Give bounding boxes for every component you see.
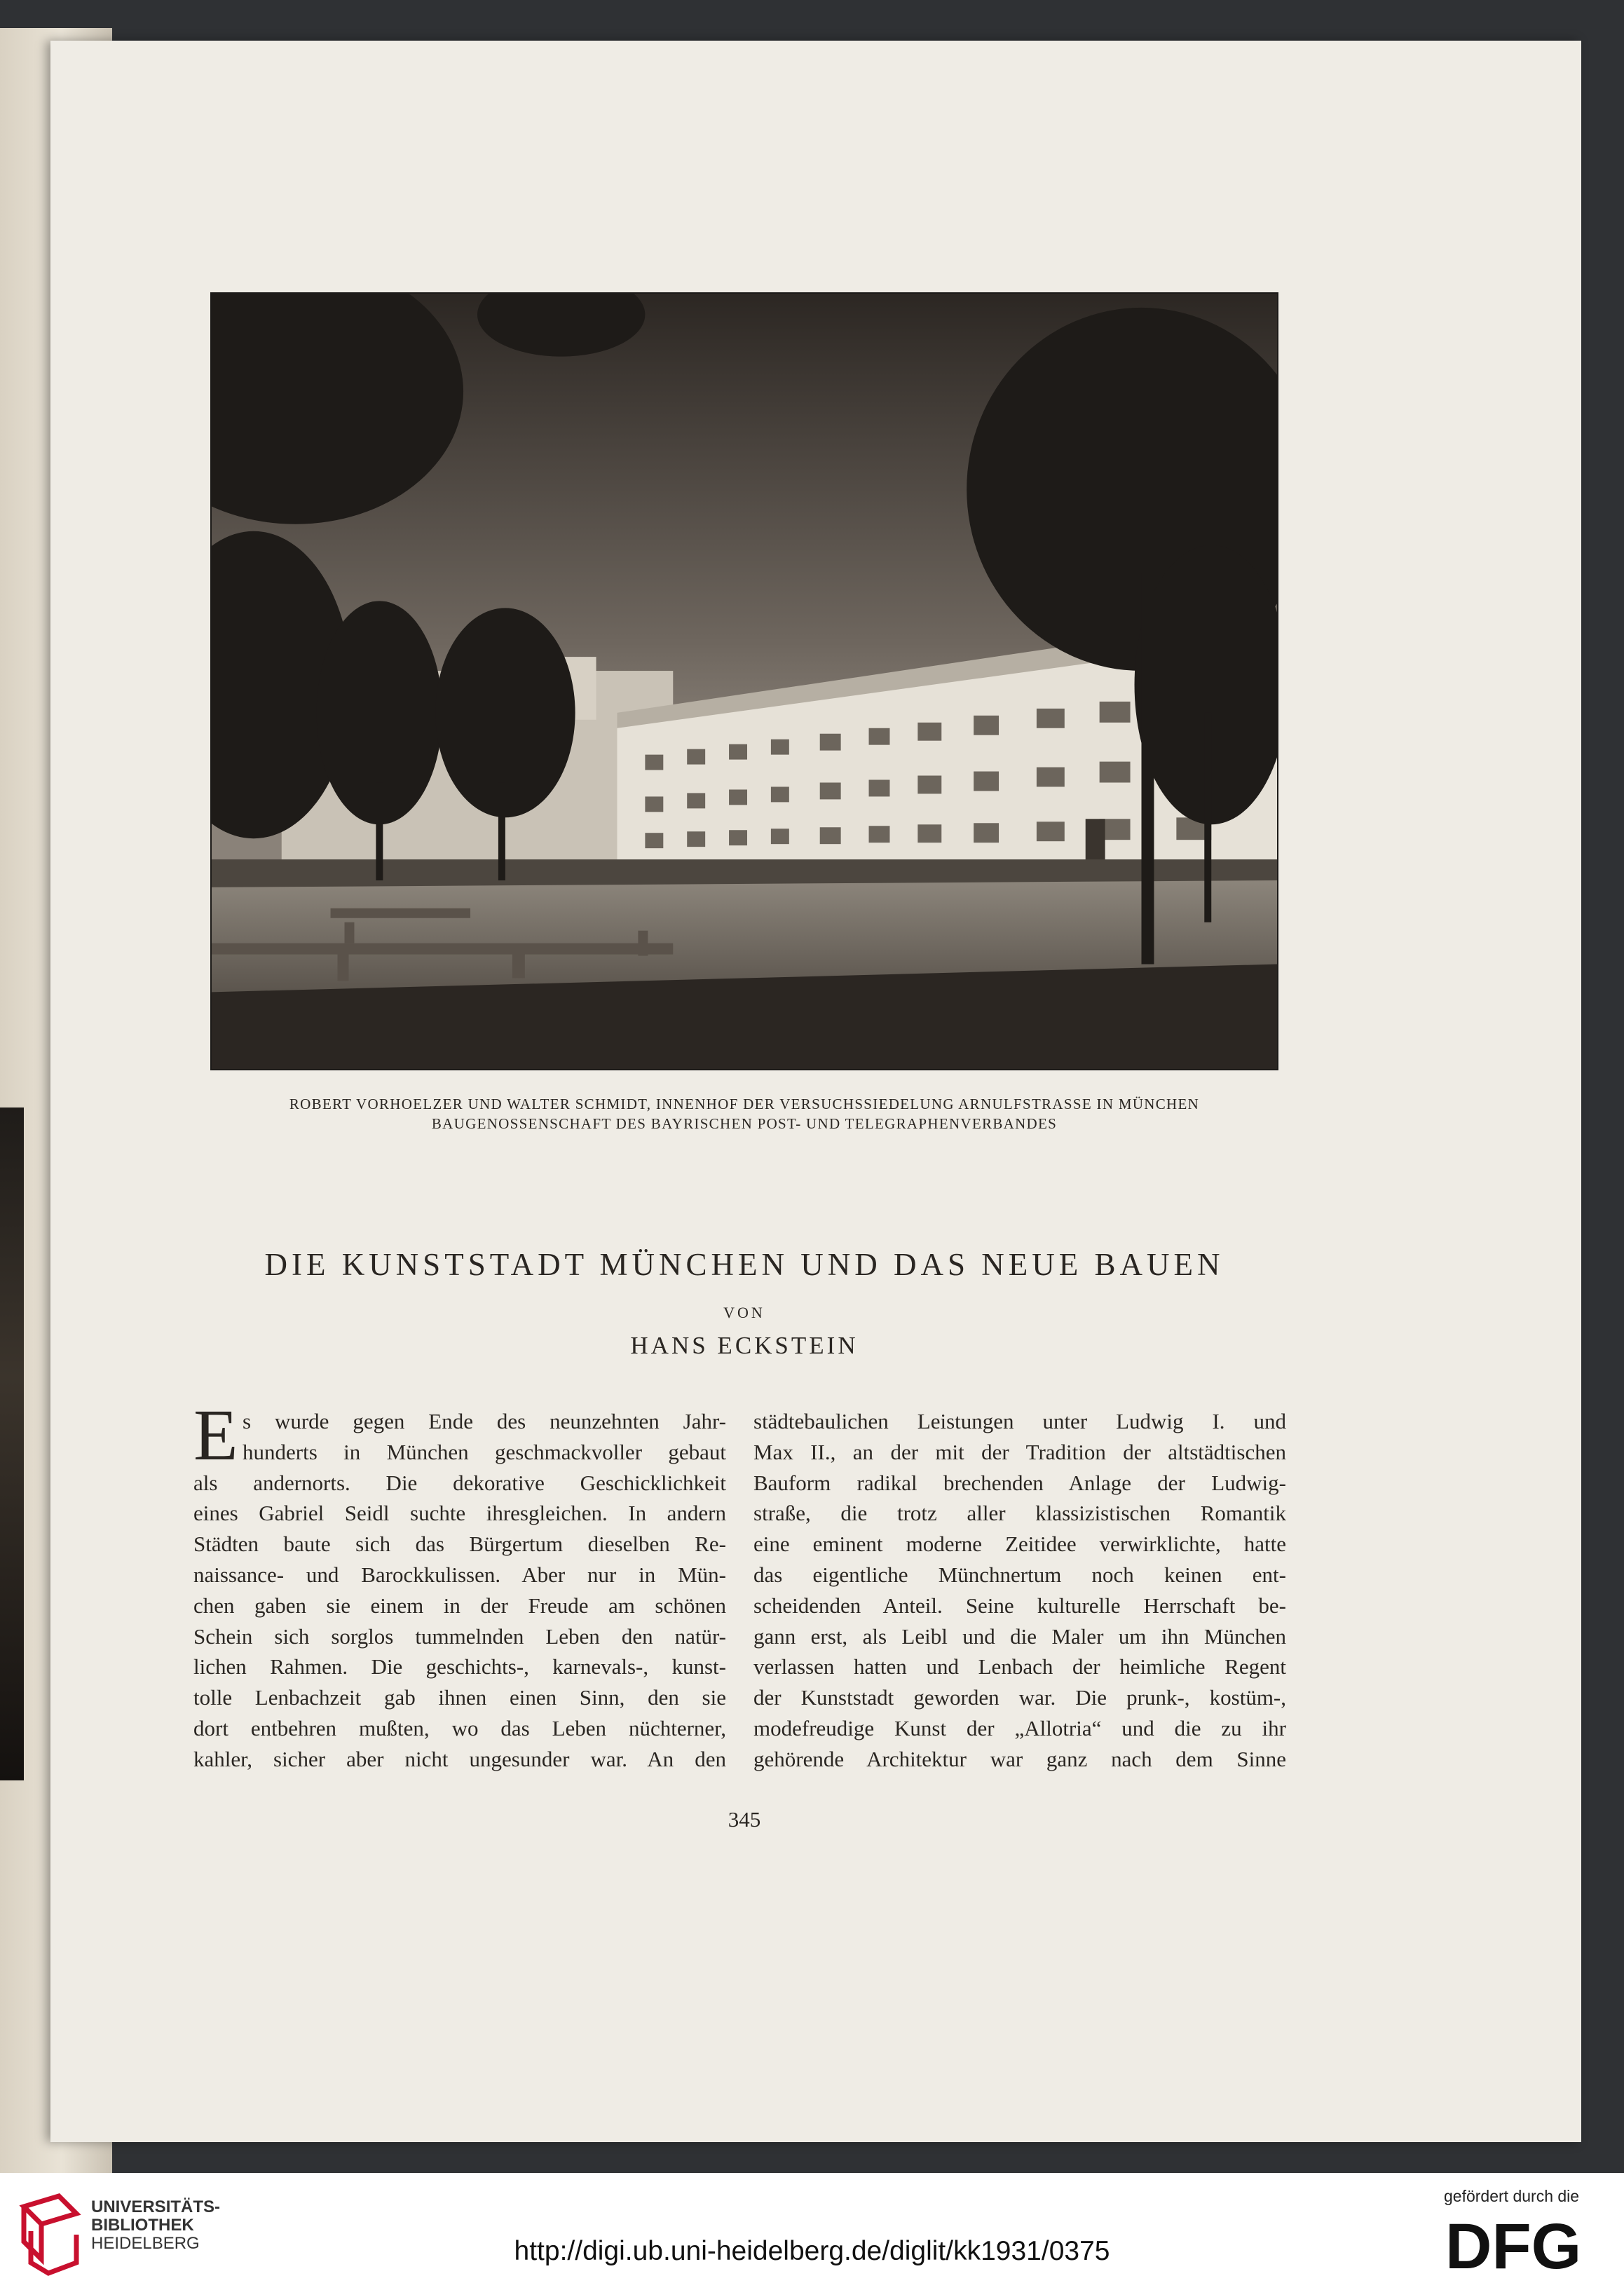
text-line: verlassen hatten und Lenbach der heimliche Regent: [753, 1654, 1286, 1679]
text-line: eines Gabriel Seidl suchte ihresgleichen. In andern: [193, 1501, 726, 1526]
text-line: städtebaulichen Leistungen unter Ludwig I. und: [753, 1409, 1286, 1433]
library-name-line-3: HEIDELBERG: [91, 2234, 200, 2253]
text-line: gehörende Architektur war ganz nach dem Sinne: [753, 1746, 1286, 1771]
text-column-right: [753, 1406, 1286, 1775]
text-line: tolle Lenbachzeit gab ihnen einen Sinn, den sie: [193, 1685, 726, 1710]
funding-label: gefördert durch die: [1444, 2187, 1580, 2205]
library-name-line-1: UNIVERSITÄTS-: [91, 2197, 221, 2216]
text-line: Bauform radikal brechenden Anlage der Ludwig-: [753, 1470, 1286, 1495]
courtyard-photograph: [210, 292, 1278, 1070]
byline-von: VON: [723, 1304, 765, 1321]
text-line: hunderts in München geschmackvoller gebaut: [243, 1439, 726, 1464]
text-line: chen gaben sie einem in der Freude am schönen: [193, 1593, 726, 1618]
article-title: DIE KUNSTSTADT MÜNCHEN UND DAS NEUE BAUEN: [264, 1247, 1224, 1282]
text-line: der Kunststadt geworden war. Die prunk-, kostüm-,: [753, 1685, 1286, 1710]
viewer-footer: [0, 2173, 1624, 2290]
photo-caption-line-2: BAUGENOSSENSCHAFT DES BAYRISCHEN POST- UND TELEGRAPHENVERBANDES: [431, 1115, 1058, 1132]
library-name-line-2: BIBLIOTHEK: [91, 2216, 194, 2235]
text-line: Städten baute sich das Bürgertum dieselben Re-: [193, 1532, 726, 1557]
text-line: dort entbehren mußten, wo das Leben nüchterner,: [193, 1715, 726, 1740]
dfg-logo-text: DFG: [1445, 2215, 1582, 2275]
text-line: das eigentliche Münchnertum noch keinen ent-: [753, 1562, 1286, 1587]
text-line: eine eminent moderne Zeitidee verwirklichte, hatte: [753, 1532, 1286, 1557]
text-line: Max II., an der mit der Tradition der altstädtischen: [753, 1439, 1286, 1464]
dfg-logo-icon[interactable]: [1445, 2215, 1602, 2275]
facing-page-photo-fragment: [0, 1107, 24, 1780]
text-line: naissance- und Barockkulissen. Aber nur in Mün-: [193, 1562, 726, 1587]
text-line: Schein sich sorglos tummelnden Leben den natür-: [193, 1623, 726, 1649]
drop-cap: E: [193, 1395, 238, 1475]
text-line: lichen Rahmen. Die geschichts-, karnevals-, kunst-: [193, 1654, 726, 1679]
text-column-left: [193, 1406, 726, 1775]
article-author: HANS ECKSTEIN: [630, 1332, 859, 1359]
text-line: als andernorts. Die dekorative Geschicklichkeit: [193, 1470, 726, 1495]
text-line: gann erst, als Leibl und die Maler um ihn München: [753, 1623, 1286, 1649]
photo-caption-line-1: ROBERT VORHOELZER UND WALTER SCHMIDT, INNENHOF DER VERSUCHSSIEDELUNG ARNULFSTRASSE IN MÜNCHEN: [289, 1096, 1200, 1112]
text-line: s wurde gegen Ende des neunzehnten Jahr-: [243, 1409, 726, 1433]
text-line: straße, die trotz aller klassizistischen Romantik: [753, 1501, 1286, 1526]
text-line: scheidenden Anteil. Seine kulturelle Herrschaft be-: [753, 1593, 1286, 1618]
permalink-url[interactable]: http://digi.ub.uni-heidelberg.de/diglit/kk1931/0375: [514, 2236, 1110, 2266]
page-number: 345: [728, 1807, 761, 1832]
text-line: modefreudige Kunst der „Allotria“ und die zu ihr: [753, 1715, 1286, 1740]
courtyard-photo-image: [212, 294, 1277, 1069]
text-line: kahler, sicher aber nicht ungesunder war. An den: [193, 1746, 726, 1771]
